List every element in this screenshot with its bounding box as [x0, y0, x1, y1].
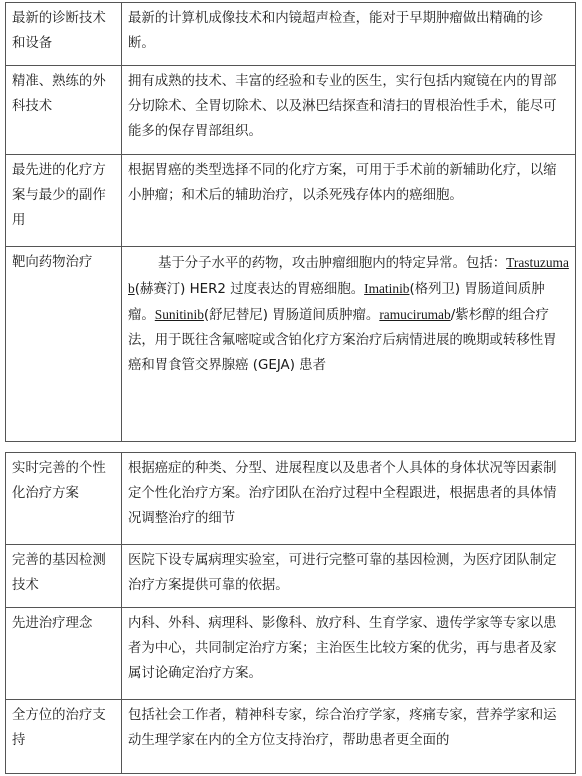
table-row: [6, 66, 576, 155]
row-label: 靶向药物治疗: [6, 247, 122, 442]
row-label: 完善的基因检测技术: [6, 545, 122, 608]
targeted-intro: 基于分子水平的药物，攻击肿瘤细胞内的特定异常。包括：: [158, 256, 507, 271]
drug-name: Trastuzumab: [128, 255, 569, 296]
row-label: 先进治疗理念: [6, 608, 122, 700]
table-row: [6, 3, 576, 66]
treatment-table-2: [5, 452, 576, 774]
drug-desc: /紫杉醇的组合疗法，用于既往含氟嘧啶或含铂化疗方案治疗后病情进展的晚期或转移性胃癌和胃食管交界腺癌 (GEJA) 患者: [128, 308, 557, 373]
row-content: 最新的计算机成像技术和内镜超声检查，能对于早期肿瘤做出精确的诊断。: [122, 3, 576, 66]
row-label: 精准、熟练的外科技术: [6, 66, 122, 155]
table-row: [6, 608, 576, 700]
drug-desc: (格列卫) 胃肠道间质肿瘤。: [128, 282, 545, 323]
table-row: [6, 545, 576, 608]
table-row: [6, 155, 576, 247]
drug-name: Sunitinib: [154, 307, 204, 322]
row-content: 包括社会工作者，精神科专家，综合治疗学家，疼痛专家，营养学家和运动生理学家在内的全方位支持治疗，帮助患者更全面的: [122, 700, 576, 774]
row-content: 根据癌症的种类、分型、进展程度以及患者个人具体的身体状况等因素制定个性化治疗方案。治疗团队在治疗过程中全程跟进，根据患者的具体情况调整治疗的细节: [122, 453, 576, 545]
row-label: 全方位的治疗支持: [6, 700, 122, 774]
row-label: 实时完善的个性化治疗方案: [6, 453, 122, 545]
drug-name: ramucirumab: [379, 307, 451, 322]
drug-name: Imatinib: [364, 281, 410, 296]
drug-desc: (赫赛汀) HER2 过度表达的胃癌细胞。: [134, 282, 365, 297]
row-label: 最先进的化疗方案与最少的副作用: [6, 155, 122, 247]
table-row: [6, 700, 576, 774]
row-content: [122, 247, 576, 442]
row-content: 医院下设专属病理实验室，可进行完整可靠的基因检测，为医疗团队制定治疗方案提供可靠的依据。: [122, 545, 576, 608]
table-row: [6, 453, 576, 545]
row-content: 拥有成熟的技术、丰富的经验和专业的医生，实行包括内窥镜在内的胃部分切除术、全胃切除术、以及淋巴结探查和清扫的胃根治性手术，能尽可能多的保存胃部组织。: [122, 66, 576, 155]
treatment-table-1: [5, 2, 576, 442]
row-label: 最新的诊断技术和设备: [6, 3, 122, 66]
table-row: [6, 247, 576, 442]
row-content: 根据胃癌的类型选择不同的化疗方案，可用于手术前的新辅助化疗，以缩小肿瘤；和术后的辅助治疗，以杀死残存体内的癌细胞。: [122, 155, 576, 247]
row-content: 内科、外科、病理科、影像科、放疗科、生育学家、遗传学家等专家以患者为中心，共同制定治疗方案；主治医生比较方案的优劣，再与患者及家属讨论确定治疗方案。: [122, 608, 576, 700]
drug-desc: (舒尼替尼) 胃肠道间质肿瘤。: [203, 308, 380, 323]
